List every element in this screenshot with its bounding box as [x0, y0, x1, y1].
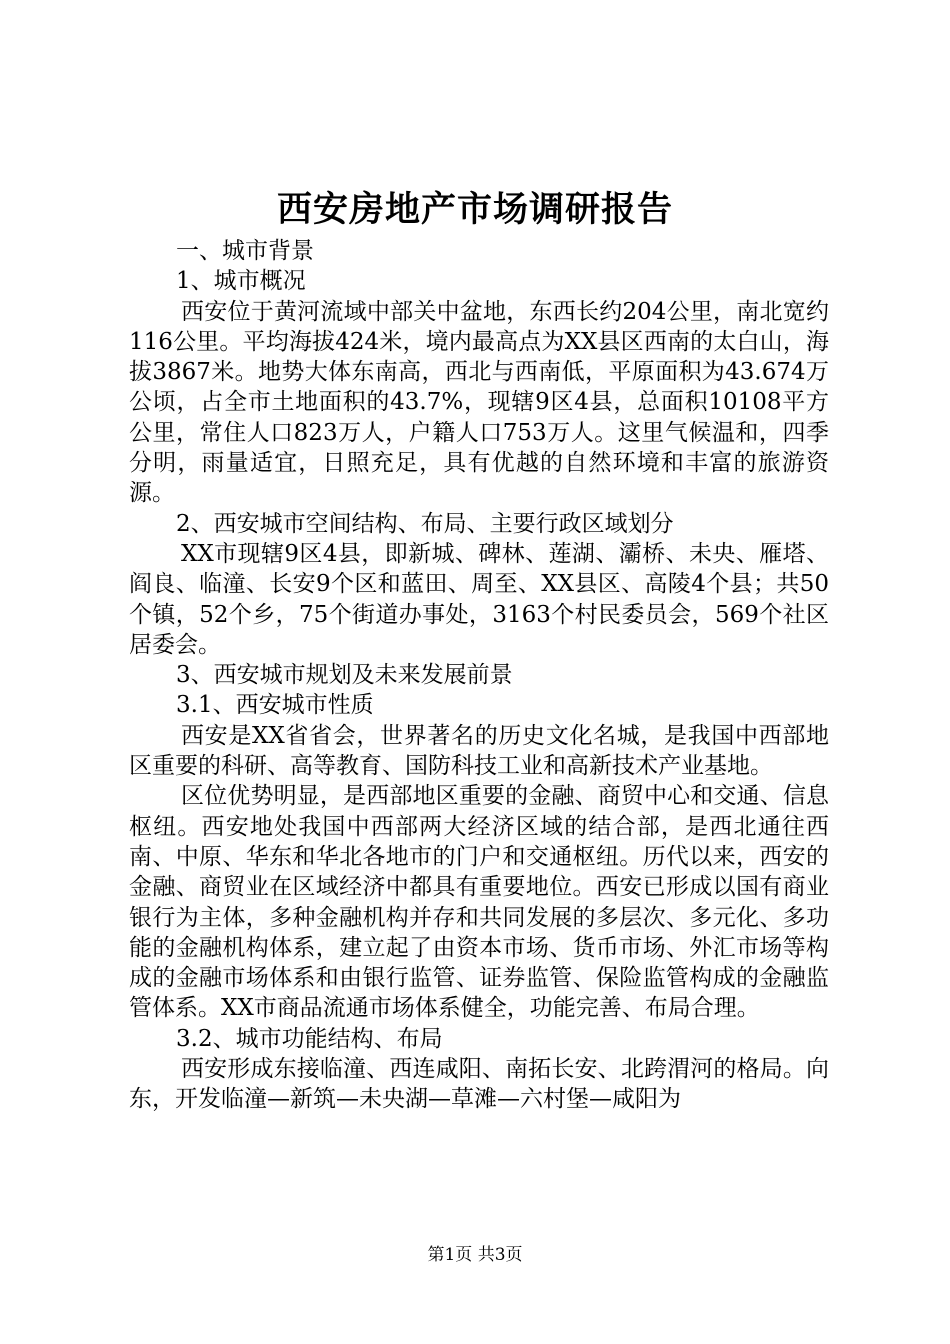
paragraph: 西安是XX省省会，世界著名的历史文化名城，是我国中西部地区重要的科研、高等教育、国防科技工业和高新技术产业基地。	[129, 722, 829, 780]
paragraph: 区位优势明显，是西部地区重要的金融、商贸中心和交通、信息枢纽。西安地处我国中西部两大经济区域的结合部，是西北通往西南、中原、华东和华北各地市的门户和交通枢纽。历代以来，西安的金融、商贸业在区域经济中都具有重要地位。西安已形成以国有商业银行为主体，多种金融机构并存和共同发展的多层次、多元化、多功能的金融机构体系，建立起了由资本市场、货币市场、外汇市场等构成的金融市场体系和由银行监管、证券监管、保险监管构成的金融监管体系。XX市商品流通市场体系健全，功能完善、布局合理。	[129, 783, 829, 1022]
subsection-heading: 3.2、城市功能结构、布局	[176, 1025, 443, 1052]
subsection-heading: 1、城市概况	[176, 268, 306, 295]
subsection-heading: 3.1、西安城市性质	[176, 692, 374, 719]
paragraph: XX市现辖9区4县，即新城、碑林、莲湖、灞桥、未央、雁塔、阎良、临潼、长安9个区和蓝田、周至、XX县区、高陵4个县；共50个镇，52个乡，75个街道办事处，3163个村民委员会，569个社区居委会。	[129, 540, 829, 658]
document-body	[129, 236, 829, 1115]
section-heading: 一、城市背景	[176, 238, 314, 264]
document-title: 西安房地产市场调研报告	[276, 189, 673, 230]
paragraph: 西安形成东接临潼、西连咸阳、南拓长安、北跨渭河的格局。向东，开发临潼—新筑—未央湖—草滩—六村堡—咸阳为	[129, 1056, 829, 1113]
paragraph: 西安位于黄河流域中部关中盆地，东西长约204公里，南北宽约116公里。平均海拔424米，境内最高点为XX县区西南的太白山，海拔3867米。地势大体东南高，西北与西南低，平原面积为43.674万公顷，占全市土地面积的43.7%，现辖9区4县，总面积10108平方公里，常住人口823万人，户籍人口753万人。这里气候温和，四季分明，雨量适宜，日照充足，具有优越的自然环境和丰富的旅游资源。	[129, 298, 829, 507]
page-number-footer: 第1页 共3页	[427, 1245, 523, 1265]
subsection-heading: 3、西安城市规划及未来发展前景	[176, 662, 513, 689]
subsection-heading: 2、西安城市空间结构、布局、主要行政区域划分	[176, 510, 674, 537]
